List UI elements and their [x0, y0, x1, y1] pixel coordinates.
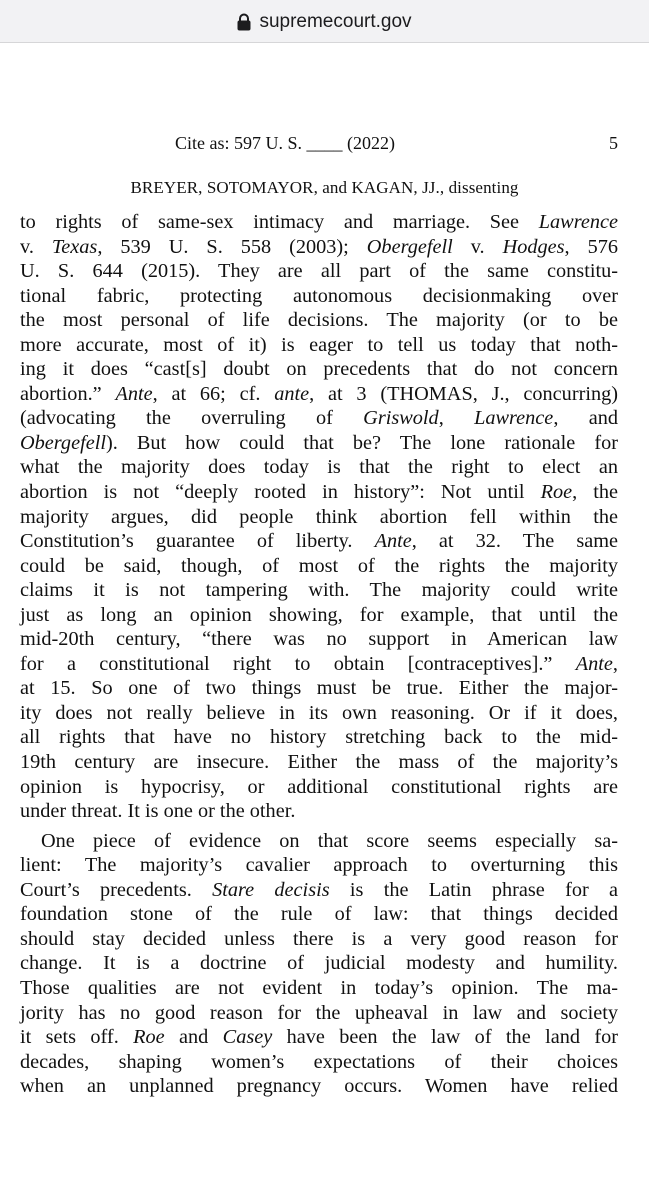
text-line: ity does not really believe in its own reasoning. Or if it does,: [20, 701, 618, 724]
text-line: Those qualities are not evident in today’s opinion. The ma-: [20, 976, 618, 999]
text-line: 19th century are insecure. Either the mass of the majority’s: [20, 751, 618, 774]
url-text: supremecourt.gov: [259, 11, 412, 32]
text-line: jority has no good reason for the upheaval in law and society: [20, 1001, 618, 1024]
text-line: One piece of evidence on that score seems especially sa-: [41, 829, 618, 852]
text-line: majority argues, did people think abortion fell within the: [20, 505, 618, 528]
text-line: decades, shaping women’s expectations of their choices: [20, 1050, 618, 1073]
text-line: Obergefell). But how could that be? The lone rationale for: [20, 431, 618, 454]
citation: Cite as: 597 U. S. ____ (2022): [175, 133, 395, 153]
text-line: under threat. It is one or the other.: [20, 800, 296, 823]
text-line: (advocating the overruling of Griswold, Lawrence, and: [20, 407, 618, 430]
opinion-text: [20, 210, 618, 1099]
text-line: ing it does “cast[s] doubt on precedents that do not concern: [20, 358, 618, 381]
address-bar[interactable]: [0, 0, 649, 43]
text-line: all rights that have no history stretching back to the mid-: [20, 726, 618, 749]
text-line: opinion is hypocrisy, or additional constitutional rights are: [20, 775, 618, 798]
text-line: Court’s precedents. Stare decisis is the Latin phrase for a: [20, 878, 619, 901]
text-line: v. Texas, 539 U. S. 558 (2003); Obergefell v. Hodges, 576: [20, 235, 618, 258]
text-line: to rights of same-sex intimacy and marriage. See Lawrence: [20, 211, 618, 233]
text-line: what the majority does today is that the right to elect an: [20, 456, 618, 479]
text-line: for a constitutional right to obtain [contraceptives].” Ante,: [20, 652, 618, 675]
page-number: 5: [609, 133, 618, 153]
text-line: foundation stone of the rule of law: that things decided: [20, 903, 618, 926]
text-line: tional fabric, protecting autonomous decisionmaking over: [20, 284, 618, 307]
text-line: lient: The majority’s cavalier approach to overturning this: [20, 854, 618, 877]
text-line: mid-20th century, “there was no support in American law: [20, 628, 618, 651]
text-line: should stay decided unless there is a very good reason for: [20, 927, 618, 950]
text-line: it sets off. Roe and Casey have been the law of the land for: [20, 1026, 618, 1049]
text-line: claims it is not tampering with. The majority could write: [20, 579, 618, 602]
text-line: at 15. So one of two things must be true. Either the major-: [20, 677, 618, 700]
running-head: BREYER, SOTOMAYOR, and KAGAN, JJ., dissenting: [130, 178, 519, 197]
text-line: U. S. 644 (2015). They are all part of the same constitu-: [20, 260, 618, 283]
text-line: abortion is not “deeply rooted in history”: Not until Roe, the: [20, 481, 618, 504]
text-line: abortion.” Ante, at 66; cf. ante, at 3 (THOMAS, J., concurring): [20, 382, 619, 405]
lock-icon: [237, 13, 251, 31]
text-line: when an unplanned pregnancy occurs. Women have relied: [20, 1075, 618, 1098]
text-line: the most personal of life decisions. The majority (or to be: [20, 309, 618, 332]
text-line: just as long an opinion showing, for example, that until the: [20, 603, 618, 626]
text-line: could be said, though, of most of the rights the majority: [20, 554, 618, 577]
opinion-page: [0, 43, 649, 1200]
text-line: change. It is a doctrine of judicial modesty and humility.: [20, 952, 618, 975]
text-line: Constitution’s guarantee of liberty. Ante, at 32. The same: [20, 530, 618, 553]
text-line: more accurate, most of it) is eager to tell us today that noth-: [20, 333, 618, 356]
